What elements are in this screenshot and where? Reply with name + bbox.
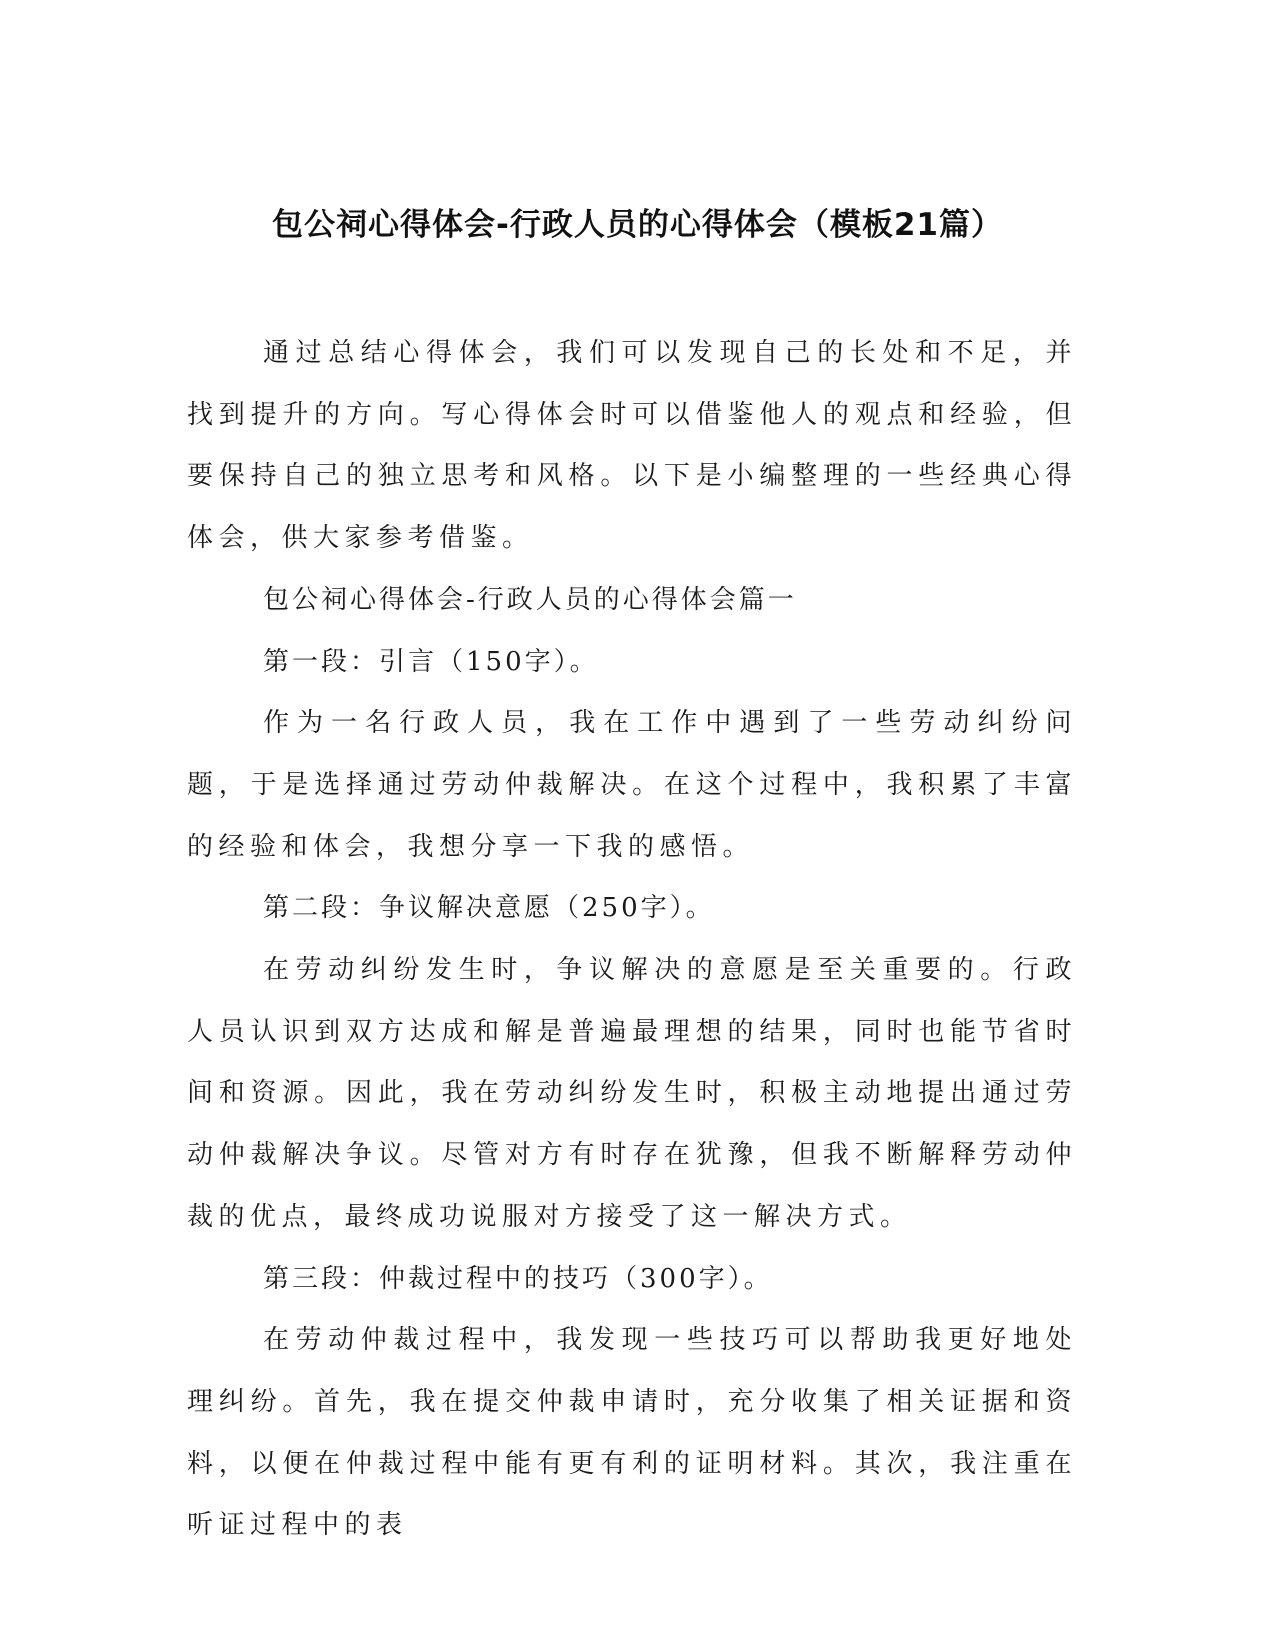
section-heading-3: 第三段：仲裁过程中的技巧（300字）。 [263,1263,773,1294]
section-heading-1: 第一段：引言（150字）。 [263,646,599,677]
section-paragraph-2: 在劳动纠纷发生时，争议解决的意愿是至关重要的。行政人员认识到双方达成和解是普遍最理想的结果，同时也能节省时间和资源。因此，我在劳动纠纷发生时，积极主动地提出通过劳动仲裁解决争议。尽管对方有时存在犹豫，但我不断解释劳动仲裁的优点，最终成功说服对方接受了这一解决方式。 [187,955,1077,1232]
document-body [187,323,1077,1557]
section-heading-2: 第二段：争议解决意愿（250字）。 [263,893,715,924]
article-heading: 包公祠心得体会-行政人员的心得体会篇一 [263,584,797,615]
section-paragraph-1: 作为一名行政人员，我在工作中遇到了一些劳动纠纷问题，于是选择通过劳动仲裁解决。在这个过程中，我积累了丰富的经验和体会，我想分享一下我的感悟。 [187,708,1077,862]
section-paragraph-3: 在劳动仲裁过程中，我发现一些技巧可以帮助我更好地处理纠纷。首先，我在提交仲裁申请时，充分收集了相关证据和资料，以便在仲裁过程中能有更有利的证明材料。其次，我注重在听证过程中的表 [187,1325,1077,1541]
intro-paragraph: 通过总结心得体会，我们可以发现自己的长处和不足，并找到提升的方向。写心得体会时可以借鉴他人的观点和经验，但要保持自己的独立思考和风格。以下是小编整理的一些经典心得体会，供大家参考借鉴。 [187,338,1077,554]
document-title: 包公祠心得体会-行政人员的心得体会（模板21篇） [271,206,1003,243]
